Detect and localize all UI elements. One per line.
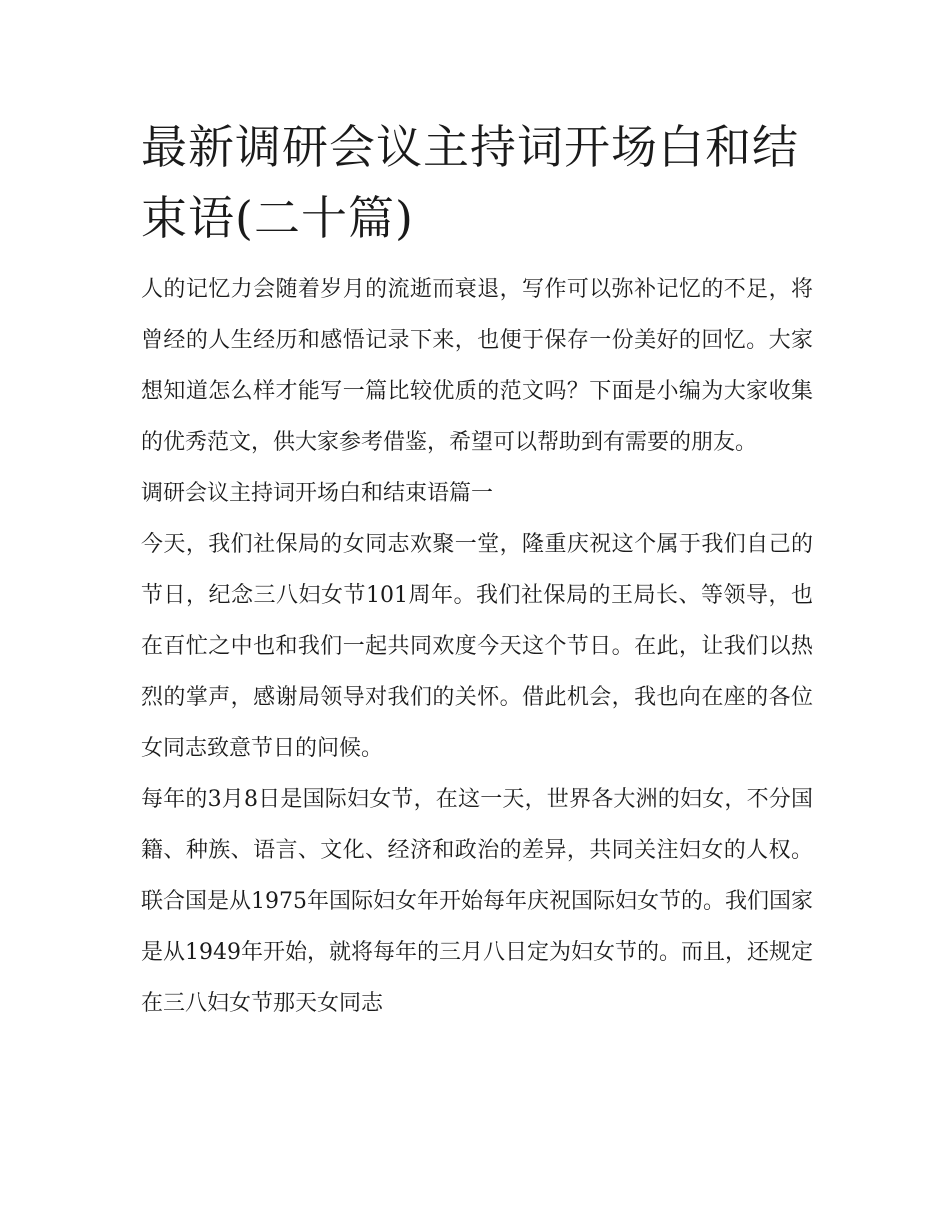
body-paragraph: 每年的3月8日是国际妇女节，在这一天，世界各大洲的妇女，不分国籍、种族、语言、文化、经济和政治的差异，共同关注妇女的人权。联合国是从1975年国际妇女年开始每年庆祝国际妇女节的。我们国家是从1949年开始，就将每年的三月八日定为妇女节的。而且，还规定在三八妇女节那天女同志 — [141, 787, 813, 1016]
intro-paragraph: 人的记忆力会随着岁月的流逝而衰退，写作可以弥补记忆的不足，将曾经的人生经历和感悟记录下来，也便于保存一份美好的回忆。大家想知道怎么样才能写一篇比较优质的范文吗？下面是小编为大家收集的优秀范文，供大家参考借鉴，希望可以帮助到有需要的朋友。 — [141, 277, 813, 455]
section-heading: 调研会议主持词开场白和结束语篇一 — [141, 481, 494, 506]
body-paragraph: 今天，我们社保局的女同志欢聚一堂，隆重庆祝这个属于我们自己的节日，纪念三八妇女节101周年。我们社保局的王局长、等领导，也在百忙之中也和我们一起共同欢度今天这个节日。在此，让我们以热烈的掌声，感谢局领导对我们的关怀。借此机会，我也向在座的各位女同志致意节日的问候。 — [141, 532, 813, 761]
document-body — [141, 112, 813, 1029]
document-title: 最新调研会议主持词开场白和结束语(二十篇) — [141, 120, 799, 245]
